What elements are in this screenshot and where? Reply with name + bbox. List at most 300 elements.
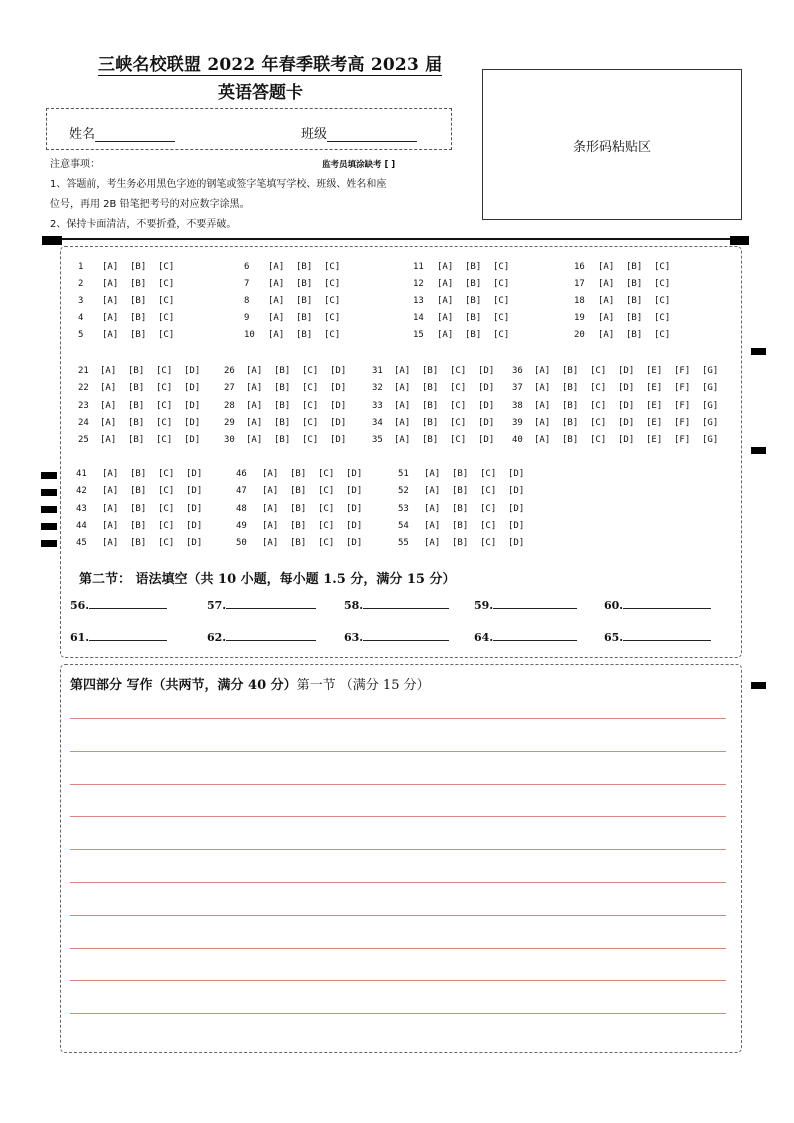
- option-bubble-d[interactable]: [D]: [346, 520, 363, 531]
- option-bubble-c[interactable]: [C]: [493, 296, 510, 306]
- option-bubble-c[interactable]: [C]: [493, 313, 510, 323]
- question-number: 14: [413, 313, 424, 323]
- option-bubble-b[interactable]: [B]: [562, 400, 579, 411]
- writing-rule-line[interactable]: [70, 816, 726, 817]
- option-bubble-g[interactable]: [G]: [702, 366, 719, 376]
- option-bubble-a[interactable]: [A]: [100, 400, 117, 411]
- option-bubble-b[interactable]: [B]: [452, 520, 469, 531]
- option-bubble-d[interactable]: [D]: [618, 400, 635, 411]
- option-bubble-b[interactable]: [B]: [290, 469, 307, 479]
- option-bubble-b[interactable]: [B]: [465, 279, 482, 289]
- option-bubble-c[interactable]: [C]: [302, 383, 319, 394]
- question-number: 8: [244, 296, 250, 306]
- option-bubble-d[interactable]: [D]: [330, 417, 347, 428]
- question-number: 54: [398, 520, 409, 531]
- option-bubble-a[interactable]: [A]: [394, 417, 411, 428]
- absent-mark-field[interactable]: 监考员填涂缺考 [ ]: [322, 160, 396, 170]
- option-bubble-c[interactable]: [C]: [493, 262, 510, 272]
- option-bubble-b[interactable]: [B]: [296, 313, 313, 323]
- option-bubble-a[interactable]: [A]: [394, 366, 411, 376]
- option-bubble-b[interactable]: [B]: [562, 417, 579, 428]
- option-bubble-c[interactable]: [C]: [450, 435, 467, 446]
- question-number: 43: [76, 503, 87, 514]
- writing-rule-line[interactable]: [70, 784, 726, 785]
- option-bubble-d[interactable]: [D]: [346, 503, 363, 514]
- option-bubble-b[interactable]: [B]: [128, 417, 145, 428]
- question-number: 13: [413, 296, 424, 306]
- option-bubble-c[interactable]: [C]: [324, 313, 341, 323]
- option-bubble-b[interactable]: [B]: [422, 366, 439, 376]
- option-bubble-c[interactable]: [C]: [654, 279, 671, 289]
- blank-number: 57.: [207, 599, 227, 612]
- option-bubble-a[interactable]: [A]: [100, 383, 117, 394]
- option-bubble-e[interactable]: [E]: [646, 400, 663, 411]
- notes-line-1: 1、答题前，考生务必用黑色字迹的钢笔或签字笔填写学校、班级、姓名和座: [50, 179, 387, 190]
- option-bubble-a[interactable]: [A]: [102, 520, 119, 531]
- option-bubble-a[interactable]: [A]: [534, 383, 551, 394]
- question-number: 5: [78, 330, 84, 340]
- blank-number: 58.: [344, 599, 364, 612]
- option-bubble-b[interactable]: [B]: [130, 503, 147, 514]
- option-bubble-c[interactable]: [C]: [156, 366, 173, 376]
- option-bubble-c[interactable]: [C]: [324, 296, 341, 306]
- question-number: 19: [574, 313, 585, 323]
- option-bubble-c[interactable]: [C]: [450, 400, 467, 411]
- option-bubble-b[interactable]: [B]: [290, 520, 307, 531]
- option-bubble-d[interactable]: [D]: [184, 366, 201, 376]
- option-bubble-b[interactable]: [B]: [274, 366, 291, 376]
- writing-rule-line[interactable]: [70, 718, 726, 719]
- option-bubble-c[interactable]: [C]: [158, 538, 175, 549]
- option-bubble-a[interactable]: [A]: [102, 330, 119, 340]
- option-bubble-c[interactable]: [C]: [480, 469, 497, 479]
- writing-rule-line[interactable]: [70, 849, 726, 850]
- question-number: 26: [224, 366, 235, 376]
- option-bubble-a[interactable]: [A]: [102, 486, 119, 497]
- option-bubble-b[interactable]: [B]: [274, 435, 291, 446]
- option-bubble-d[interactable]: [D]: [478, 366, 495, 376]
- option-bubble-b[interactable]: [B]: [465, 313, 482, 323]
- option-bubble-b[interactable]: [B]: [452, 469, 469, 479]
- question-number: 21: [78, 366, 89, 376]
- option-bubble-c[interactable]: [C]: [590, 400, 607, 411]
- blank-number: 64.: [474, 631, 494, 644]
- option-bubble-d[interactable]: [D]: [508, 486, 525, 497]
- option-bubble-d[interactable]: [D]: [330, 383, 347, 394]
- question-number: 3: [78, 296, 84, 306]
- option-bubble-a[interactable]: [A]: [262, 469, 279, 479]
- option-bubble-c[interactable]: [C]: [156, 417, 173, 428]
- question-number: 46: [236, 469, 247, 479]
- blank-number: 65.: [604, 631, 624, 644]
- option-bubble-f[interactable]: [F]: [674, 400, 691, 411]
- option-bubble-b[interactable]: [B]: [562, 435, 579, 446]
- option-bubble-b[interactable]: [B]: [422, 417, 439, 428]
- option-bubble-a[interactable]: [A]: [246, 383, 263, 394]
- option-bubble-d[interactable]: [D]: [508, 469, 525, 479]
- option-bubble-d[interactable]: [D]: [346, 538, 363, 549]
- question-number: 45: [76, 538, 87, 549]
- barcode-label: 条形码粘贴区: [572, 140, 651, 155]
- option-bubble-c[interactable]: [C]: [480, 486, 497, 497]
- option-bubble-a[interactable]: [A]: [246, 366, 263, 376]
- option-bubble-b[interactable]: [B]: [626, 296, 643, 306]
- option-bubble-f[interactable]: [F]: [674, 366, 691, 376]
- question-number: 7: [244, 279, 250, 289]
- option-bubble-c[interactable]: [C]: [324, 279, 341, 289]
- option-bubble-b[interactable]: [B]: [296, 279, 313, 289]
- question-number: 20: [574, 330, 585, 340]
- writing-rule-line[interactable]: [70, 882, 726, 883]
- blank-number: 63.: [344, 631, 364, 644]
- option-bubble-c[interactable]: [C]: [318, 469, 335, 479]
- option-bubble-a[interactable]: [A]: [534, 366, 551, 376]
- option-bubble-b[interactable]: [B]: [274, 400, 291, 411]
- question-number: 44: [76, 520, 87, 531]
- option-bubble-d[interactable]: [D]: [184, 400, 201, 411]
- option-bubble-b[interactable]: [B]: [422, 400, 439, 411]
- option-bubble-a[interactable]: [A]: [534, 400, 551, 411]
- option-bubble-d[interactable]: [D]: [184, 435, 201, 446]
- question-number: 10: [244, 330, 255, 340]
- option-bubble-c[interactable]: [C]: [302, 400, 319, 411]
- option-bubble-a[interactable]: [A]: [598, 279, 615, 289]
- blank-number: 61.: [70, 631, 90, 644]
- option-bubble-a[interactable]: [A]: [437, 313, 454, 323]
- option-bubble-c[interactable]: [C]: [318, 486, 335, 497]
- option-bubble-a[interactable]: [A]: [424, 503, 441, 514]
- question-number: 49: [236, 520, 247, 531]
- option-bubble-a[interactable]: [A]: [424, 538, 441, 549]
- option-bubble-g[interactable]: [G]: [702, 435, 719, 446]
- option-bubble-a[interactable]: [A]: [394, 435, 411, 446]
- option-bubble-a[interactable]: [A]: [424, 469, 441, 479]
- blank-number: 59.: [474, 599, 494, 612]
- option-bubble-d[interactable]: [D]: [184, 383, 201, 394]
- writing-rule-line[interactable]: [70, 751, 726, 752]
- question-number: 52: [398, 486, 409, 497]
- option-bubble-a[interactable]: [A]: [534, 435, 551, 446]
- question-number: 18: [574, 296, 585, 306]
- option-bubble-c[interactable]: [C]: [480, 503, 497, 514]
- question-number: 47: [236, 486, 247, 497]
- question-number: 48: [236, 503, 247, 514]
- option-bubble-d[interactable]: [D]: [186, 503, 203, 514]
- option-bubble-c[interactable]: [C]: [318, 520, 335, 531]
- option-bubble-e[interactable]: [E]: [646, 366, 663, 376]
- question-number: 11: [413, 262, 424, 272]
- option-bubble-b[interactable]: [B]: [290, 486, 307, 497]
- option-bubble-a[interactable]: [A]: [100, 417, 117, 428]
- option-bubble-d[interactable]: [D]: [508, 520, 525, 531]
- option-bubble-c[interactable]: [C]: [302, 417, 319, 428]
- option-bubble-d[interactable]: [D]: [618, 383, 635, 394]
- option-bubble-a[interactable]: [A]: [246, 435, 263, 446]
- option-bubble-b[interactable]: [B]: [452, 486, 469, 497]
- option-bubble-d[interactable]: [D]: [186, 538, 203, 549]
- option-bubble-d[interactable]: [D]: [508, 538, 525, 549]
- option-bubble-a[interactable]: [A]: [534, 417, 551, 428]
- question-number: 23: [78, 400, 89, 411]
- option-bubble-g[interactable]: [G]: [702, 383, 719, 394]
- option-bubble-c[interactable]: [C]: [302, 435, 319, 446]
- question-number: 32: [372, 383, 383, 394]
- option-bubble-a[interactable]: [A]: [598, 313, 615, 323]
- option-bubble-d[interactable]: [D]: [186, 520, 203, 531]
- option-bubble-c[interactable]: [C]: [493, 279, 510, 289]
- option-bubble-f[interactable]: [F]: [674, 383, 691, 394]
- notes-line-3: 2、保持卡面清洁，不要折叠，不要弄破。: [50, 219, 237, 230]
- option-bubble-a[interactable]: [A]: [268, 330, 285, 340]
- option-bubble-b[interactable]: [B]: [422, 383, 439, 394]
- option-bubble-a[interactable]: [A]: [102, 503, 119, 514]
- option-bubble-d[interactable]: [D]: [618, 417, 635, 428]
- option-bubble-c[interactable]: [C]: [158, 520, 175, 531]
- option-bubble-c[interactable]: [C]: [480, 520, 497, 531]
- question-number: 29: [224, 417, 235, 428]
- option-bubble-a[interactable]: [A]: [424, 520, 441, 531]
- option-bubble-b[interactable]: [B]: [130, 330, 147, 340]
- option-bubble-a[interactable]: [A]: [268, 313, 285, 323]
- question-number: 25: [78, 435, 89, 446]
- option-bubble-a[interactable]: [A]: [437, 262, 454, 272]
- option-bubble-c[interactable]: [C]: [450, 383, 467, 394]
- option-bubble-c[interactable]: [C]: [480, 538, 497, 549]
- option-bubble-b[interactable]: [B]: [130, 296, 147, 306]
- option-bubble-b[interactable]: [B]: [452, 503, 469, 514]
- option-bubble-a[interactable]: [A]: [262, 486, 279, 497]
- option-bubble-a[interactable]: [A]: [598, 296, 615, 306]
- option-bubble-a[interactable]: [A]: [100, 435, 117, 446]
- option-bubble-d[interactable]: [D]: [618, 435, 635, 446]
- option-bubble-c[interactable]: [C]: [158, 486, 175, 497]
- notes-line-2: 位号，再用 2B 铅笔把考号的对应数字涂黑。: [50, 199, 250, 210]
- option-bubble-c[interactable]: [C]: [654, 262, 671, 272]
- option-bubble-a[interactable]: [A]: [102, 469, 119, 479]
- question-number: 12: [413, 279, 424, 289]
- option-bubble-b[interactable]: [B]: [128, 383, 145, 394]
- option-bubble-c[interactable]: [C]: [158, 469, 175, 479]
- option-bubble-e[interactable]: [E]: [646, 435, 663, 446]
- question-number: 16: [574, 262, 585, 272]
- option-bubble-c[interactable]: [C]: [158, 279, 175, 289]
- option-bubble-c[interactable]: [C]: [324, 262, 341, 272]
- option-bubble-d[interactable]: [D]: [508, 503, 525, 514]
- option-bubble-b[interactable]: [B]: [130, 486, 147, 497]
- option-bubble-b[interactable]: [B]: [452, 538, 469, 549]
- option-bubble-c[interactable]: [C]: [158, 296, 175, 306]
- option-bubble-g[interactable]: [G]: [702, 400, 719, 411]
- option-bubble-a[interactable]: [A]: [102, 313, 119, 323]
- option-bubble-b[interactable]: [B]: [626, 313, 643, 323]
- option-bubble-a[interactable]: [A]: [100, 366, 117, 376]
- option-bubble-b[interactable]: [B]: [465, 330, 482, 340]
- option-bubble-a[interactable]: [A]: [246, 417, 263, 428]
- option-bubble-d[interactable]: [D]: [186, 486, 203, 497]
- option-bubble-b[interactable]: [B]: [296, 262, 313, 272]
- option-bubble-a[interactable]: [A]: [598, 262, 615, 272]
- option-bubble-c[interactable]: [C]: [156, 400, 173, 411]
- option-bubble-d[interactable]: [D]: [330, 400, 347, 411]
- option-bubble-b[interactable]: [B]: [290, 538, 307, 549]
- option-bubble-c[interactable]: [C]: [493, 330, 510, 340]
- option-bubble-c[interactable]: [C]: [654, 313, 671, 323]
- option-bubble-a[interactable]: [A]: [262, 538, 279, 549]
- question-number: 38: [512, 400, 523, 411]
- writing-rule-line[interactable]: [70, 1013, 726, 1014]
- card-subtitle: 英语答题卡: [218, 83, 303, 103]
- question-number: 50: [236, 538, 247, 549]
- option-bubble-b[interactable]: [B]: [465, 296, 482, 306]
- question-number: 51: [398, 469, 409, 479]
- option-bubble-d[interactable]: [D]: [330, 366, 347, 376]
- option-bubble-b[interactable]: [B]: [274, 383, 291, 394]
- option-bubble-b[interactable]: [B]: [130, 538, 147, 549]
- writing-rule-line[interactable]: [70, 915, 726, 916]
- option-bubble-c[interactable]: [C]: [450, 417, 467, 428]
- writing-rule-line[interactable]: [70, 948, 726, 949]
- question-number: 37: [512, 383, 523, 394]
- question-number: 34: [372, 417, 383, 428]
- option-bubble-a[interactable]: [A]: [102, 279, 119, 289]
- blank-number: 60.: [604, 599, 624, 612]
- option-bubble-b[interactable]: [B]: [128, 400, 145, 411]
- question-number: 35: [372, 435, 383, 446]
- option-bubble-a[interactable]: [A]: [437, 296, 454, 306]
- option-bubble-b[interactable]: [B]: [130, 279, 147, 289]
- option-bubble-c[interactable]: [C]: [318, 503, 335, 514]
- option-bubble-a[interactable]: [A]: [268, 262, 285, 272]
- option-bubble-d[interactable]: [D]: [346, 486, 363, 497]
- option-bubble-b[interactable]: [B]: [130, 262, 147, 272]
- question-number: 33: [372, 400, 383, 411]
- question-number: 2: [78, 279, 84, 289]
- option-bubble-a[interactable]: [A]: [598, 330, 615, 340]
- question-number: 31: [372, 366, 383, 376]
- question-number: 40: [512, 435, 523, 446]
- option-bubble-b[interactable]: [B]: [290, 503, 307, 514]
- option-bubble-b[interactable]: [B]: [626, 279, 643, 289]
- option-bubble-d[interactable]: [D]: [346, 469, 363, 479]
- question-number: 30: [224, 435, 235, 446]
- option-bubble-b[interactable]: [B]: [465, 262, 482, 272]
- option-bubble-c[interactable]: [C]: [590, 366, 607, 376]
- question-number: 53: [398, 503, 409, 514]
- option-bubble-c[interactable]: [C]: [654, 296, 671, 306]
- option-bubble-a[interactable]: [A]: [102, 262, 119, 272]
- question-number: 42: [76, 486, 87, 497]
- option-bubble-g[interactable]: [G]: [702, 417, 719, 428]
- option-bubble-c[interactable]: [C]: [158, 330, 175, 340]
- question-number: 27: [224, 383, 235, 394]
- option-bubble-a[interactable]: [A]: [262, 503, 279, 514]
- option-bubble-a[interactable]: [A]: [394, 400, 411, 411]
- option-bubble-c[interactable]: [C]: [324, 330, 341, 340]
- option-bubble-c[interactable]: [C]: [156, 435, 173, 446]
- question-number: 15: [413, 330, 424, 340]
- option-bubble-b[interactable]: [B]: [626, 262, 643, 272]
- option-bubble-d[interactable]: [D]: [184, 417, 201, 428]
- option-bubble-b[interactable]: [B]: [130, 469, 147, 479]
- blank-number: 56.: [70, 599, 90, 612]
- option-bubble-d[interactable]: [D]: [478, 383, 495, 394]
- question-number: 41: [76, 469, 87, 479]
- blank-number: 62.: [207, 631, 227, 644]
- option-bubble-b[interactable]: [B]: [422, 435, 439, 446]
- option-bubble-c[interactable]: [C]: [158, 262, 175, 272]
- option-bubble-d[interactable]: [D]: [618, 366, 635, 376]
- option-bubble-b[interactable]: [B]: [296, 296, 313, 306]
- option-bubble-c[interactable]: [C]: [156, 383, 173, 394]
- option-bubble-b[interactable]: [B]: [562, 383, 579, 394]
- option-bubble-b[interactable]: [B]: [626, 330, 643, 340]
- option-bubble-a[interactable]: [A]: [262, 520, 279, 531]
- question-number: 36: [512, 366, 523, 376]
- option-bubble-c[interactable]: [C]: [590, 417, 607, 428]
- option-bubble-b[interactable]: [B]: [130, 520, 147, 531]
- option-bubble-c[interactable]: [C]: [590, 435, 607, 446]
- title-line-1: 三峡名校联盟 2022 年春季联考高 2023 届: [98, 55, 443, 75]
- notes-heading: 注意事项：: [50, 159, 100, 170]
- option-bubble-c[interactable]: [C]: [302, 366, 319, 376]
- option-bubble-a[interactable]: [A]: [102, 538, 119, 549]
- option-bubble-d[interactable]: [D]: [330, 435, 347, 446]
- option-bubble-a[interactable]: [A]: [268, 296, 285, 306]
- option-bubble-a[interactable]: [A]: [268, 279, 285, 289]
- question-number: 17: [574, 279, 585, 289]
- option-bubble-a[interactable]: [A]: [424, 486, 441, 497]
- option-bubble-e[interactable]: [E]: [646, 417, 663, 428]
- option-bubble-a[interactable]: [A]: [102, 296, 119, 306]
- question-number: 55: [398, 538, 409, 549]
- option-bubble-d[interactable]: [D]: [478, 400, 495, 411]
- option-bubble-b[interactable]: [B]: [274, 417, 291, 428]
- question-number: 1: [78, 262, 84, 272]
- option-bubble-f[interactable]: [F]: [674, 417, 691, 428]
- option-bubble-b[interactable]: [B]: [562, 366, 579, 376]
- writing-rule-line[interactable]: [70, 980, 726, 981]
- option-bubble-b[interactable]: [B]: [128, 366, 145, 376]
- option-bubble-c[interactable]: [C]: [590, 383, 607, 394]
- question-number: 6: [244, 262, 250, 272]
- option-bubble-e[interactable]: [E]: [646, 383, 663, 394]
- option-bubble-a[interactable]: [A]: [437, 330, 454, 340]
- name-label: 姓名: [69, 127, 96, 142]
- section2-title: 第二节： 语法填空（共 10 小题，每小题 1.5 分，满分 15 分）: [79, 572, 456, 587]
- option-bubble-c[interactable]: [C]: [654, 330, 671, 340]
- option-bubble-c[interactable]: [C]: [450, 366, 467, 376]
- option-bubble-b[interactable]: [B]: [130, 313, 147, 323]
- option-bubble-d[interactable]: [D]: [478, 435, 495, 446]
- option-bubble-c[interactable]: [C]: [158, 503, 175, 514]
- option-bubble-a[interactable]: [A]: [437, 279, 454, 289]
- option-bubble-c[interactable]: [C]: [318, 538, 335, 549]
- question-number: 24: [78, 417, 89, 428]
- option-bubble-b[interactable]: [B]: [296, 330, 313, 340]
- option-bubble-d[interactable]: [D]: [478, 417, 495, 428]
- question-number: 39: [512, 417, 523, 428]
- option-bubble-a[interactable]: [A]: [246, 400, 263, 411]
- option-bubble-f[interactable]: [F]: [674, 435, 691, 446]
- option-bubble-a[interactable]: [A]: [394, 383, 411, 394]
- option-bubble-c[interactable]: [C]: [158, 313, 175, 323]
- option-bubble-d[interactable]: [D]: [186, 469, 203, 479]
- writing-section-title: 第一节 （满分 15 分）: [296, 678, 430, 693]
- question-number: 28: [224, 400, 235, 411]
- question-number: 9: [244, 313, 250, 323]
- question-number: 4: [78, 313, 84, 323]
- option-bubble-b[interactable]: [B]: [128, 435, 145, 446]
